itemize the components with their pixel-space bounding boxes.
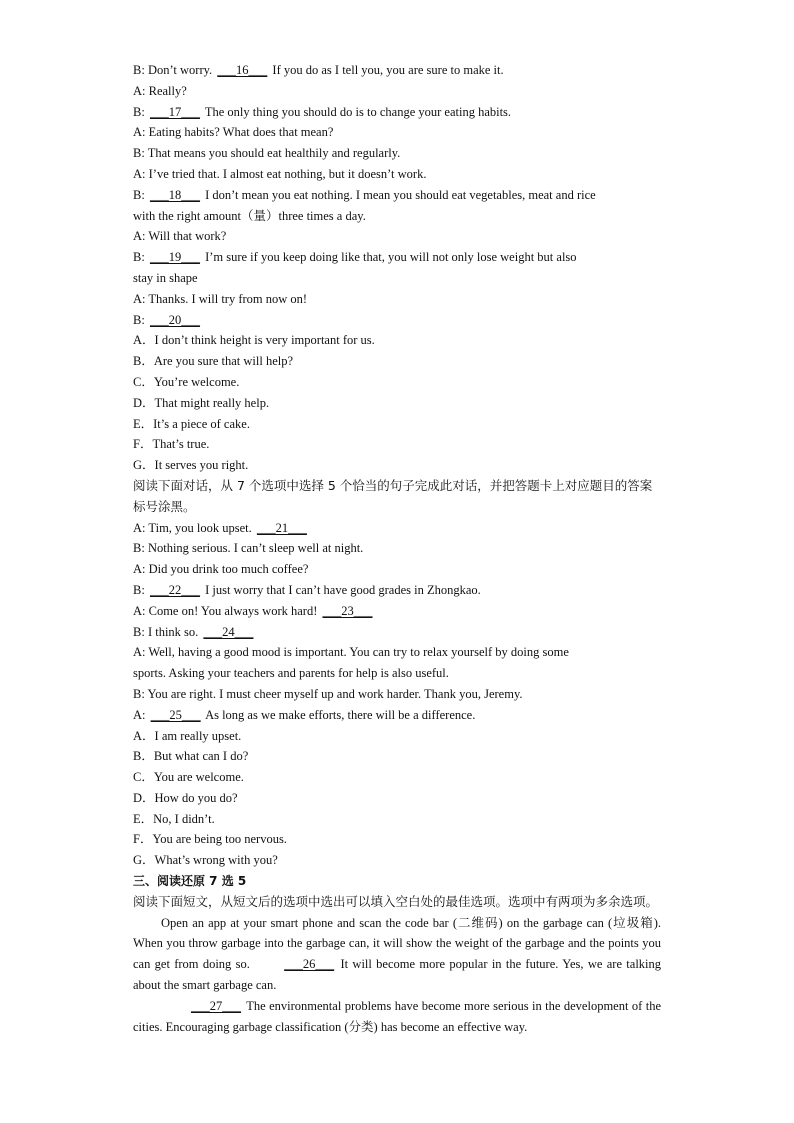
answer-blank: ___26___ [284, 957, 335, 972]
dialog-line: A: Well, having a good mood is important. You can try to relax yourself by doing some [133, 645, 569, 660]
option-item: C．You are welcome. [133, 770, 244, 785]
option-item: G．It serves you right. [133, 458, 249, 473]
option-item: F．That’s true. [133, 437, 210, 452]
dialog-line: B: I think so. ___24___ [133, 622, 661, 643]
option-item: D．That might really help. [133, 395, 270, 410]
answer-blank: ___21___ [256, 520, 307, 535]
option-item: D．How do you do? [133, 790, 238, 805]
dialog-line: B: ___18___ I don’t mean you eat nothing. I mean you should eat vegetables, meat and rice [133, 185, 661, 206]
answer-blank: ___17___ [149, 104, 200, 119]
dialog-line: A: I’ve tried that. I almost eat nothing, but it doesn’t work. [133, 166, 427, 181]
answer-blank: ___22___ [149, 582, 200, 597]
dialog-line: B: That means you should eat healthily and regularly. [133, 146, 401, 161]
dialog-line: A: Thanks. I will try from now on! [133, 291, 308, 306]
dialog-line: A: Come on! You always work hard! ___23___ [133, 601, 661, 622]
passage-paragraph-2: ___27___ The environmental problems have become more serious in the development of the cities. Encouraging garbage classification (分类) has become an effective way. [133, 996, 661, 1038]
dialog-line: A: Tim, you look upset. ___21___ [133, 518, 661, 539]
dialog-line: A: ___25___ As long as we make efforts, there will be a difference. [133, 705, 661, 726]
answer-blank: ___16___ [217, 63, 268, 77]
option-item: B．But what can I do? [133, 749, 249, 764]
section-3-title: 三、阅读还原 7 选 5 [133, 874, 247, 889]
answer-blank: ___20___ [149, 312, 200, 327]
section-3-instruction: 阅读下面短文，从短文后的选项中选出可以填入空白处的最佳选项。选项中有两项为多余选项。 [133, 893, 659, 909]
dialog-line: B: You are right. I must cheer myself up and work harder. Thank you, Jeremy. [133, 686, 523, 701]
dialog-line: A: Really? [133, 83, 187, 98]
answer-blank: ___25___ [150, 707, 201, 722]
option-item: B．Are you sure that will help? [133, 354, 294, 369]
dialog-line: B: ___19___ I’m sure if you keep doing like that, you will not only lose weight but also [133, 247, 661, 268]
options-1 [133, 330, 661, 476]
dialog-1 [133, 60, 661, 330]
answer-blank: ___19___ [149, 250, 200, 265]
option-item: A．I don’t think height is very important for us. [133, 333, 375, 348]
document-page [133, 60, 661, 1037]
options-2 [133, 726, 661, 872]
dialog-line: B: Nothing serious. I can’t sleep well at night. [133, 541, 364, 556]
option-item: A．I am really upset. [133, 728, 242, 743]
dialog-line: A: Will that work? [133, 229, 227, 244]
option-item: E．It’s a piece of cake. [133, 416, 250, 431]
option-item: F．You are being too nervous. [133, 832, 287, 847]
option-item: C．You’re welcome. [133, 374, 240, 389]
dialog-line: B: ___17___ The only thing you should do is to change your eating habits. [133, 102, 661, 123]
dialog-line: B: ___20___ [133, 310, 661, 331]
dialog-line: B: Don’t worry. ___16___ If you do as I tell you, you are sure to make it. [133, 60, 661, 81]
dialog-line: A: Did you drink too much coffee? [133, 562, 309, 577]
dialog-line: A: Eating habits? What does that mean? [133, 125, 334, 140]
option-item: G．What’s wrong with you? [133, 853, 278, 868]
dialog-2 [133, 518, 661, 726]
answer-blank: ___24___ [203, 624, 254, 639]
dialog-line: B: ___22___ I just worry that I can’t have good grades in Zhongkao. [133, 580, 661, 601]
option-item: E．No, I didn’t. [133, 811, 215, 826]
dialog-line: stay in shape [133, 270, 198, 285]
answer-blank: ___27___ [191, 998, 241, 1013]
passage-paragraph-1: Open an app at your smart phone and scan the code bar (二维码) on the garbage can (垃圾箱). When you throw garbage into the garbage can, it will show the weight of the garbage and the points you can get from doing so. ___26___ It will become more popular in the future. Yes, we are talking about the smart garbage can. [133, 915, 662, 993]
dialog-2-instruction: 阅读下面对话，从 7 个选项中选择 5 个恰当的句子完成此对话，并把答题卡上对应题目的答案标号涂黑。 [133, 477, 653, 514]
dialog-line: sports. Asking your teachers and parents for help is also useful. [133, 666, 449, 681]
answer-blank: ___18___ [149, 187, 200, 202]
dialog-line: with the right amount（量）three times a day. [133, 208, 366, 223]
answer-blank: ___23___ [322, 603, 373, 618]
